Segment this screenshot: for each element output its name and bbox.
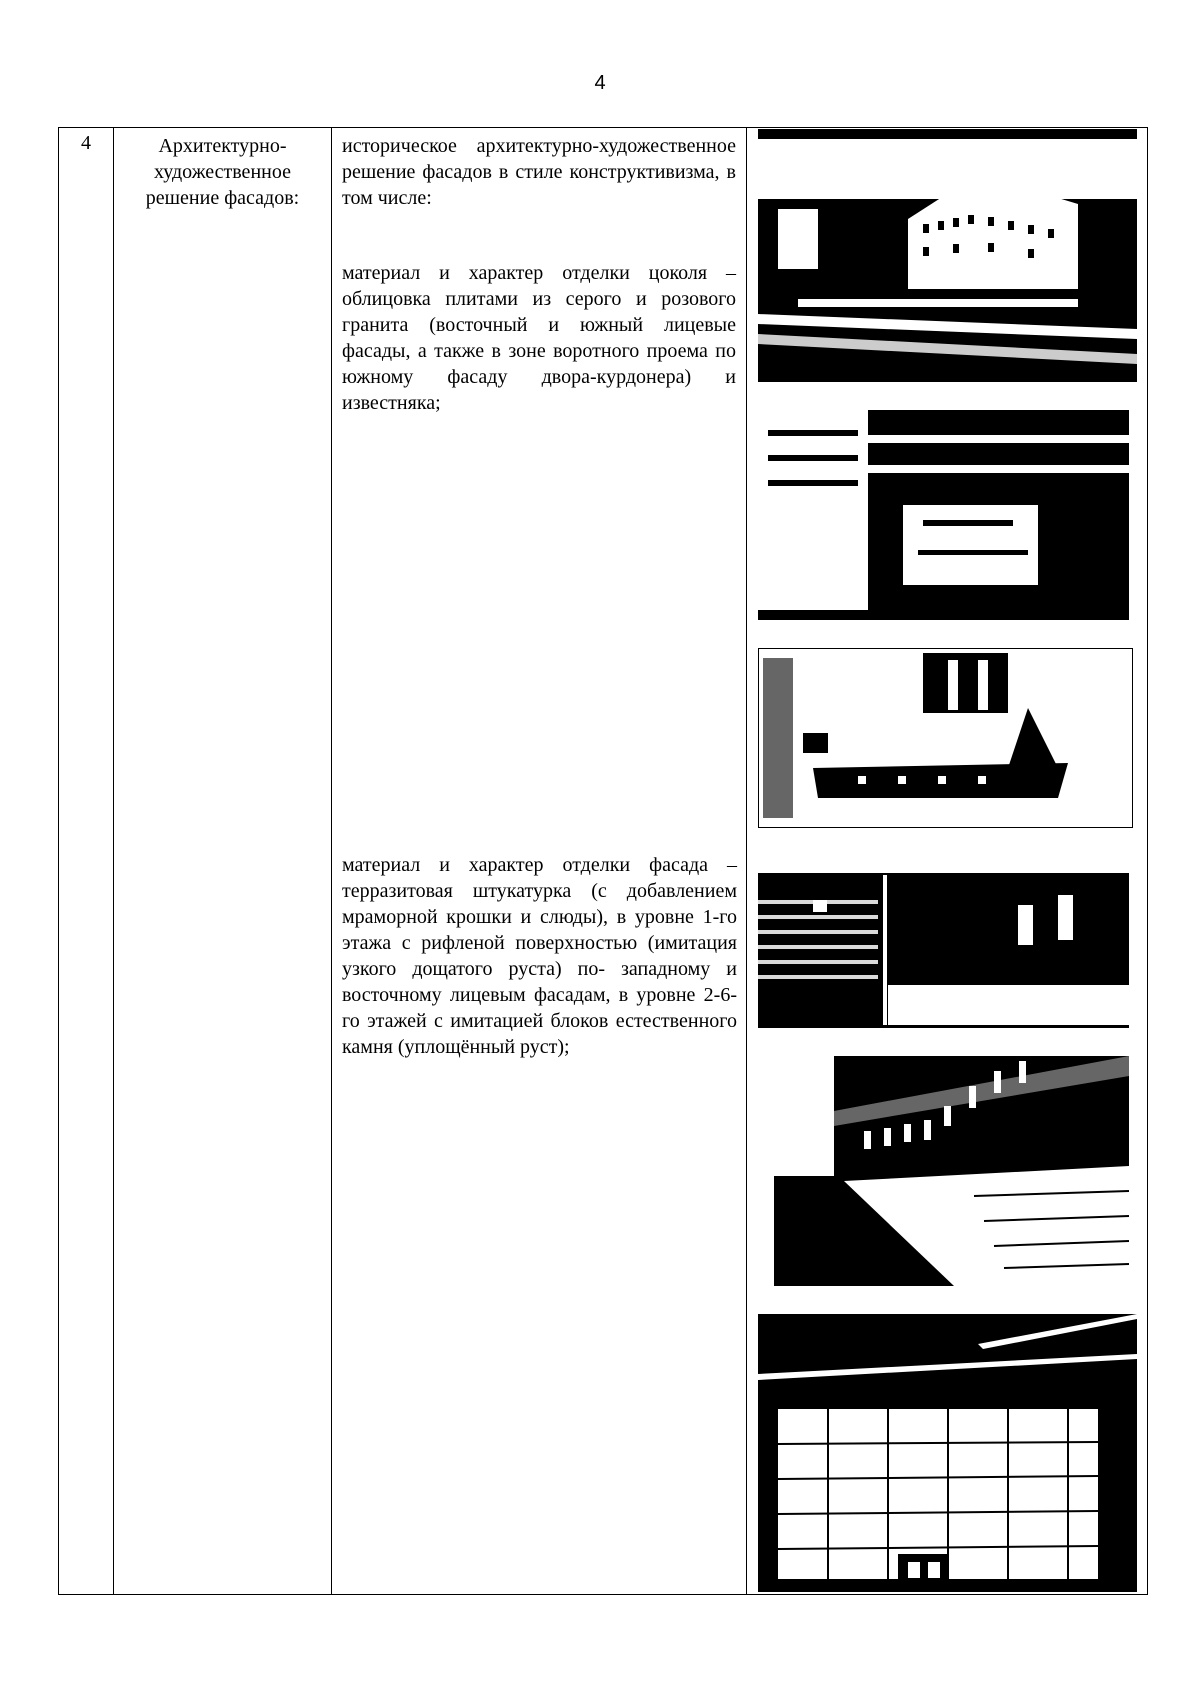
photo-stone-block-rustication xyxy=(758,1314,1137,1592)
description-intro: историческое архитектурно-художественное решение фасадов в стиле конструктивизма, в том числе: xyxy=(342,135,736,209)
row-name: Архитектурно-художественное решение фасадов: xyxy=(145,135,300,209)
row-description-cell xyxy=(332,128,747,1595)
row-photo-cell xyxy=(747,128,1148,1595)
photo-facade-perspective xyxy=(774,1056,1129,1286)
description-plinth: материал и характер отделки цоколя – облицовка плитами из серого и розового гранита (восточный и южный лицевые фасады, а также в зоне воротного проема по южному фасаду двора-курдонера) и известняка; xyxy=(342,262,736,414)
heritage-table xyxy=(58,127,1148,1595)
page-number: 4 xyxy=(594,72,606,94)
description-facade: материал и характер отделки фасада – терразитовая штукатурка (с добавлением мраморной крошки и слюды), в уровне 1-го этажа с рифленой поверхностью (имитация узкого дощатого руста) по- западному и восточному лицевым фасадам, в уровне 2-6-го этажей с имитацией блоков естественного камня (уплощённый руст); xyxy=(342,853,737,1058)
table-row xyxy=(59,128,1148,1595)
row-number-cell xyxy=(59,128,114,1595)
photo-gate-opening xyxy=(758,648,1133,828)
photo-rusticated-ground-floor xyxy=(758,855,1129,1028)
row-name-cell xyxy=(114,128,332,1595)
photo-granite-plinth xyxy=(758,410,1129,620)
row-number: 4 xyxy=(81,132,91,154)
photo-building-overview xyxy=(758,129,1137,382)
